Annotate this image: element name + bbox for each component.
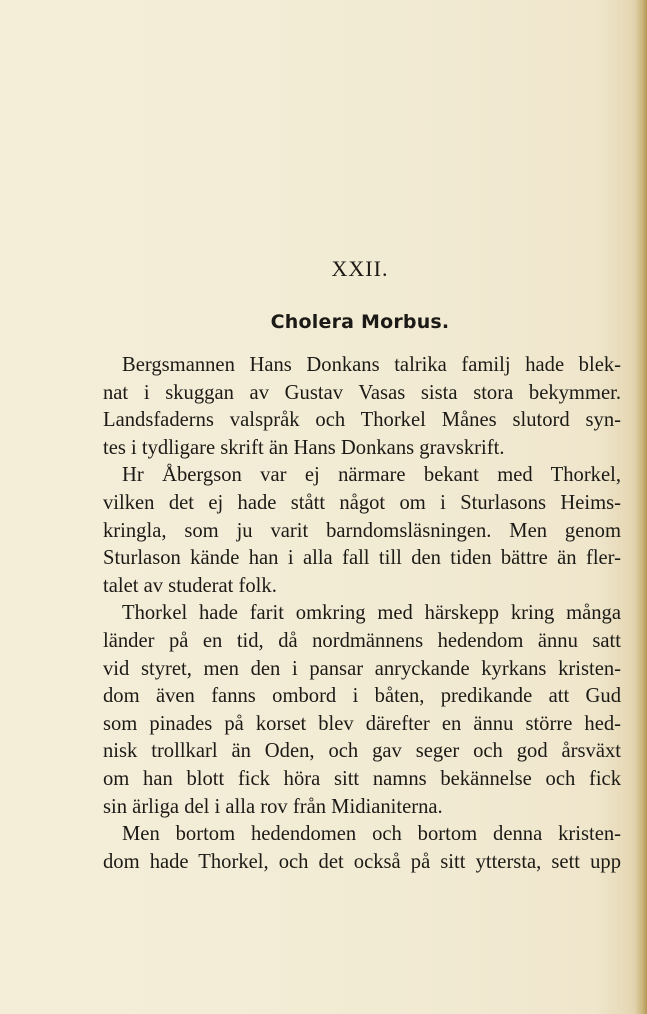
text-line: Hr Åbergson var ej närmare bekant med Thorkel, bbox=[122, 464, 621, 487]
page-edge bbox=[635, 0, 647, 1014]
text-line: nat i skuggan av Gustav Vasas sista stora bekymmer. bbox=[103, 381, 621, 404]
text-line: dom även fanns ombord i båten, predikande att Gud bbox=[103, 685, 621, 708]
text-line: som pinades på korset blev därefter en ännu större hed- bbox=[103, 712, 621, 735]
text-line: nisk trollkarl än Oden, och gav seger och god årsväxt bbox=[103, 740, 621, 763]
text-line: Sturlason kände han i alla fall till den tiden bättre än fler- bbox=[103, 547, 621, 570]
chapter-title: Cholera Morbus. bbox=[270, 311, 450, 333]
chapter-number: XXII. bbox=[331, 256, 389, 281]
text-line: talet av studerat folk. bbox=[103, 574, 277, 597]
text-line: vid styret, men den i pansar anryckande kyrkans kristen- bbox=[103, 657, 621, 680]
text-line: tes i tydligare skrift än Hans Donkans gravskrift. bbox=[103, 436, 505, 459]
text-line: Men bortom hedendomen och bortom denna kristen- bbox=[122, 823, 621, 846]
text-line: Bergsmannen Hans Donkans talrika familj hade blek- bbox=[122, 354, 621, 376]
body-text bbox=[103, 352, 621, 876]
text-line: länder på en tid, då nordmännens hedendom ännu satt bbox=[103, 629, 621, 652]
text-line: Landsfaderns valspråk och Thorkel Månes slutord syn- bbox=[103, 409, 621, 432]
text-line: dom hade Thorkel, och det också på sitt yttersta, sett upp bbox=[103, 850, 621, 873]
text-line: sin ärliga del i alla rov från Midianiterna. bbox=[103, 795, 443, 818]
text-line: om han blott fick höra sitt namns bekännelse och fick bbox=[103, 767, 621, 790]
text-line: Thorkel hade farit omkring med härskepp kring många bbox=[122, 602, 621, 625]
text-line: kringla, som ju varit barndomsläsningen. Men genom bbox=[103, 519, 621, 542]
text-line: vilken det ej hade stått något om i Sturlasons Heims- bbox=[103, 491, 621, 514]
